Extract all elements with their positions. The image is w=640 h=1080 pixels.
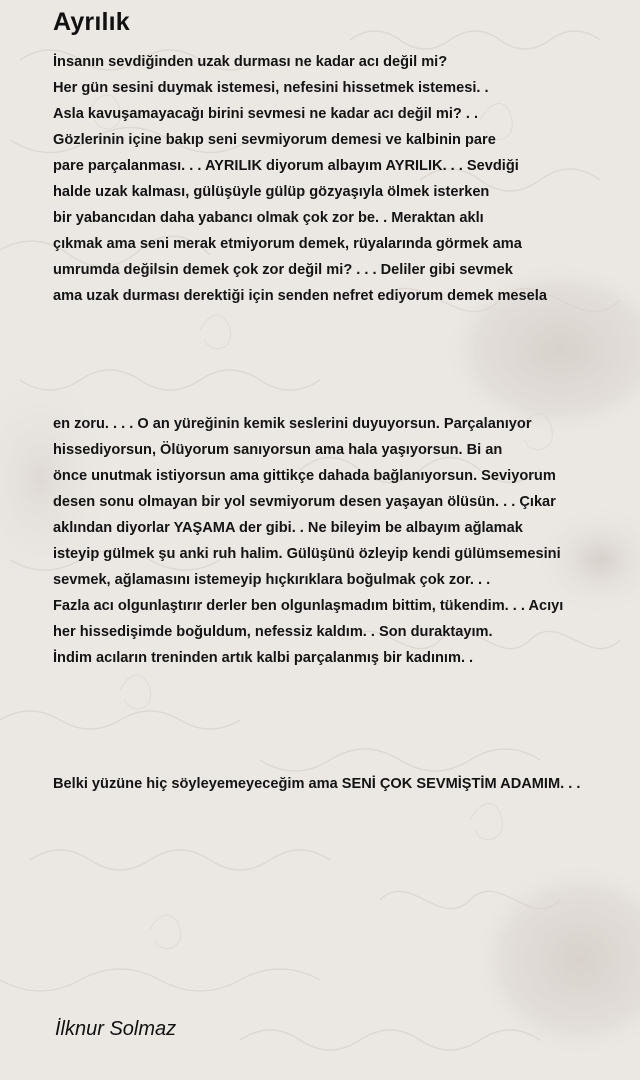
poem-line: ama uzak durması derektiği için senden nefret ediyorum demek mesela: [53, 288, 547, 304]
poem-line: Her gün sesini duymak istemesi, nefesini hissetmek istemesi. .: [53, 80, 489, 96]
poem-line: önce unutmak istiyorsun ama gittikçe dahada bağlanıyorsun. Seviyorum: [53, 468, 556, 484]
stanza-2: [53, 411, 563, 671]
poem-line: Belki yüzüne hiç söyleyemeyeceğim ama SENİ ÇOK SEVMİŞTİM ADAMIM. . .: [53, 776, 581, 792]
poem-line: her hissedişimde boğuldum, nefessiz kaldım. . Son duraktayım.: [53, 624, 493, 640]
stanza-1: [53, 49, 547, 309]
poem-line: halde uzak kalması, gülüşüyle gülüp gözyaşıyla ölmek isterken: [53, 184, 490, 200]
poem-line: Asla kavuşamayacağı birini sevmesi ne kadar acı değil mi? . .: [53, 106, 479, 122]
poem-line: Gözlerinin içine bakıp seni sevmiyorum demesi ve kalbinin pare: [53, 132, 496, 148]
poem-line: İnsanın sevdiğinden uzak durması ne kadar acı değil mi?: [53, 54, 448, 70]
poem-line: umrumda değilsin demek çok zor değil mi? . . . Deliler gibi sevmek: [53, 262, 513, 278]
poem-line: bir yabancıdan daha yabancı olmak çok zor be. . Meraktan aklı: [53, 210, 484, 226]
stanza-3: [53, 771, 580, 797]
poem-line: çıkmak ama seni merak etmiyorum demek, rüyalarında görmek ama: [53, 236, 522, 252]
poem-line: İndim acıların treninden artık kalbi parçalanmış bir kadınım. .: [53, 650, 474, 666]
poem-line: Fazla acı olgunlaştırır derler ben olgunlaşmadım bittim, tükendim. . . Acıyı: [53, 598, 564, 614]
poem-line: desen sonu olmayan bir yol sevmiyorum desen yaşayan ölüsün. . . Çıkar: [53, 494, 556, 510]
poem-line: sevmek, ağlamasını istemeyip hıçkırıklara boğulmak çok zor. . .: [53, 572, 491, 588]
poem-title: Ayrılık: [53, 8, 130, 36]
poem-line: hissediyorsun, Ölüyorum sanıyorsun ama hala yaşıyorsun. Bi an: [53, 442, 503, 458]
poem-line: en zoru. . . . O an yüreğinin kemik seslerini duyuyorsun. Parçalanıyor: [53, 416, 532, 432]
poem-line: aklından diyorlar YAŞAMA der gibi. . Ne bileyim be albayım ağlamak: [53, 520, 523, 536]
author-name: İlknur Solmaz: [55, 1018, 177, 1040]
poem-line: pare parçalanması. . . AYRILIK diyorum albayım AYRILIK. . . Sevdiği: [53, 158, 519, 174]
poem-line: isteyip gülmek şu anki ruh halim. Gülüşünü özleyip kendi gülümsemesini: [53, 546, 561, 562]
